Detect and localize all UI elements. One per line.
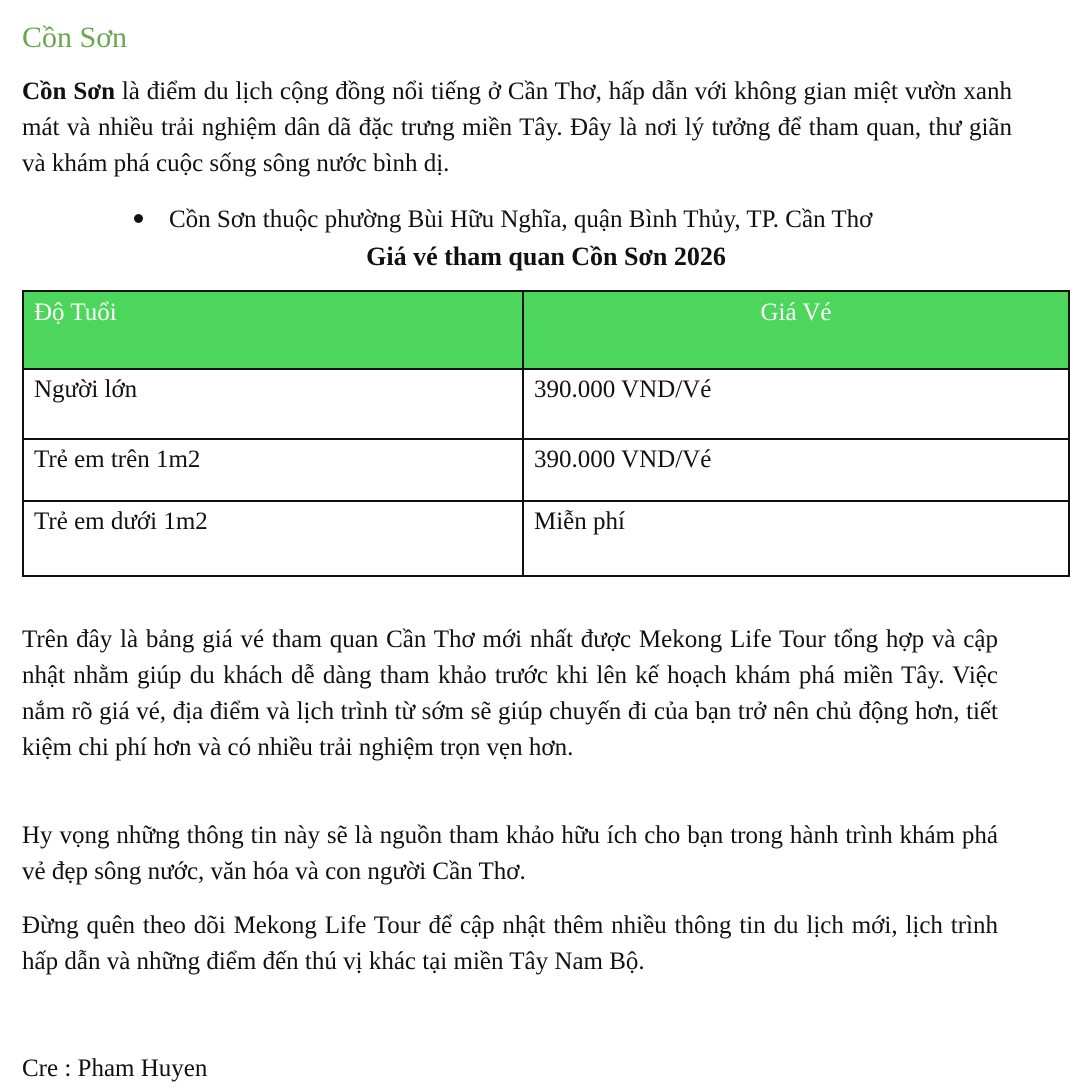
age-cell: Người lớn	[23, 369, 523, 439]
column-header-price: Giá Vé	[523, 291, 1069, 369]
table-row	[23, 501, 1069, 576]
location-bullet	[134, 202, 872, 238]
table-header-row	[23, 291, 1069, 369]
price-cell: Miễn phí	[523, 501, 1069, 576]
intro-text: là điểm du lịch cộng đồng nổi tiếng ở Cần Thơ, hấp dẫn với không gian miệt vườn xanh mát và nhiều trải nghiệm dân dã đặc trưng miền Tây. Đây là nơi lý tưởng để tham quan, thư giãn và khám phá cuộc sống sông nước bình dị.	[22, 78, 1013, 177]
page-title: Cồn Sơn	[22, 21, 128, 54]
table-row	[23, 369, 1069, 439]
price-cell: 390.000 VND/Vé	[523, 369, 1069, 439]
location-bullet-text: Cồn Sơn thuộc phường Bùi Hữu Nghĩa, quận Bình Thủy, TP. Cần Thơ	[169, 206, 873, 233]
intro-bold-lead: Cồn Sơn	[22, 78, 115, 105]
hope-paragraph: Hy vọng những thông tin này sẽ là nguồn tham khảo hữu ích cho bạn trong hành trình khám phá vẻ đẹp sông nước, văn hóa và con người Cần Thơ.	[22, 822, 998, 885]
age-cell: Trẻ em dưới 1m2	[23, 501, 523, 576]
intro-paragraph	[22, 74, 1012, 182]
column-header-age: Độ Tuổi	[23, 291, 523, 369]
price-table	[22, 290, 1070, 577]
credit-line: Cre : Pham Huyen	[22, 1055, 208, 1082]
summary-paragraph: Trên đây là bảng giá vé tham quan Cần Thơ mới nhất được Mekong Life Tour tổng hợp và cập nhật nhằm giúp du khách dễ dàng tham khảo trước khi lên kế hoạch khám phá miền Tây. Việc nắm rõ giá vé, địa điểm và lịch trình từ sớm sẽ giúp chuyến đi của bạn trở nên chủ động hơn, tiết kiệm chi phí hơn và có nhiều trải nghiệm trọn vẹn hơn.	[22, 626, 998, 761]
follow-paragraph: Đừng quên theo dõi Mekong Life Tour để cập nhật thêm nhiều thông tin du lịch mới, lịch trình hấp dẫn và những điểm đến thú vị khác tại miền Tây Nam Bộ.	[22, 912, 998, 975]
table-title: Giá vé tham quan Cồn Sơn 2026	[366, 242, 726, 271]
price-cell: 390.000 VND/Vé	[523, 439, 1069, 501]
bullet-dot-icon	[134, 214, 143, 223]
age-cell: Trẻ em trên 1m2	[23, 439, 523, 501]
table-row	[23, 439, 1069, 501]
